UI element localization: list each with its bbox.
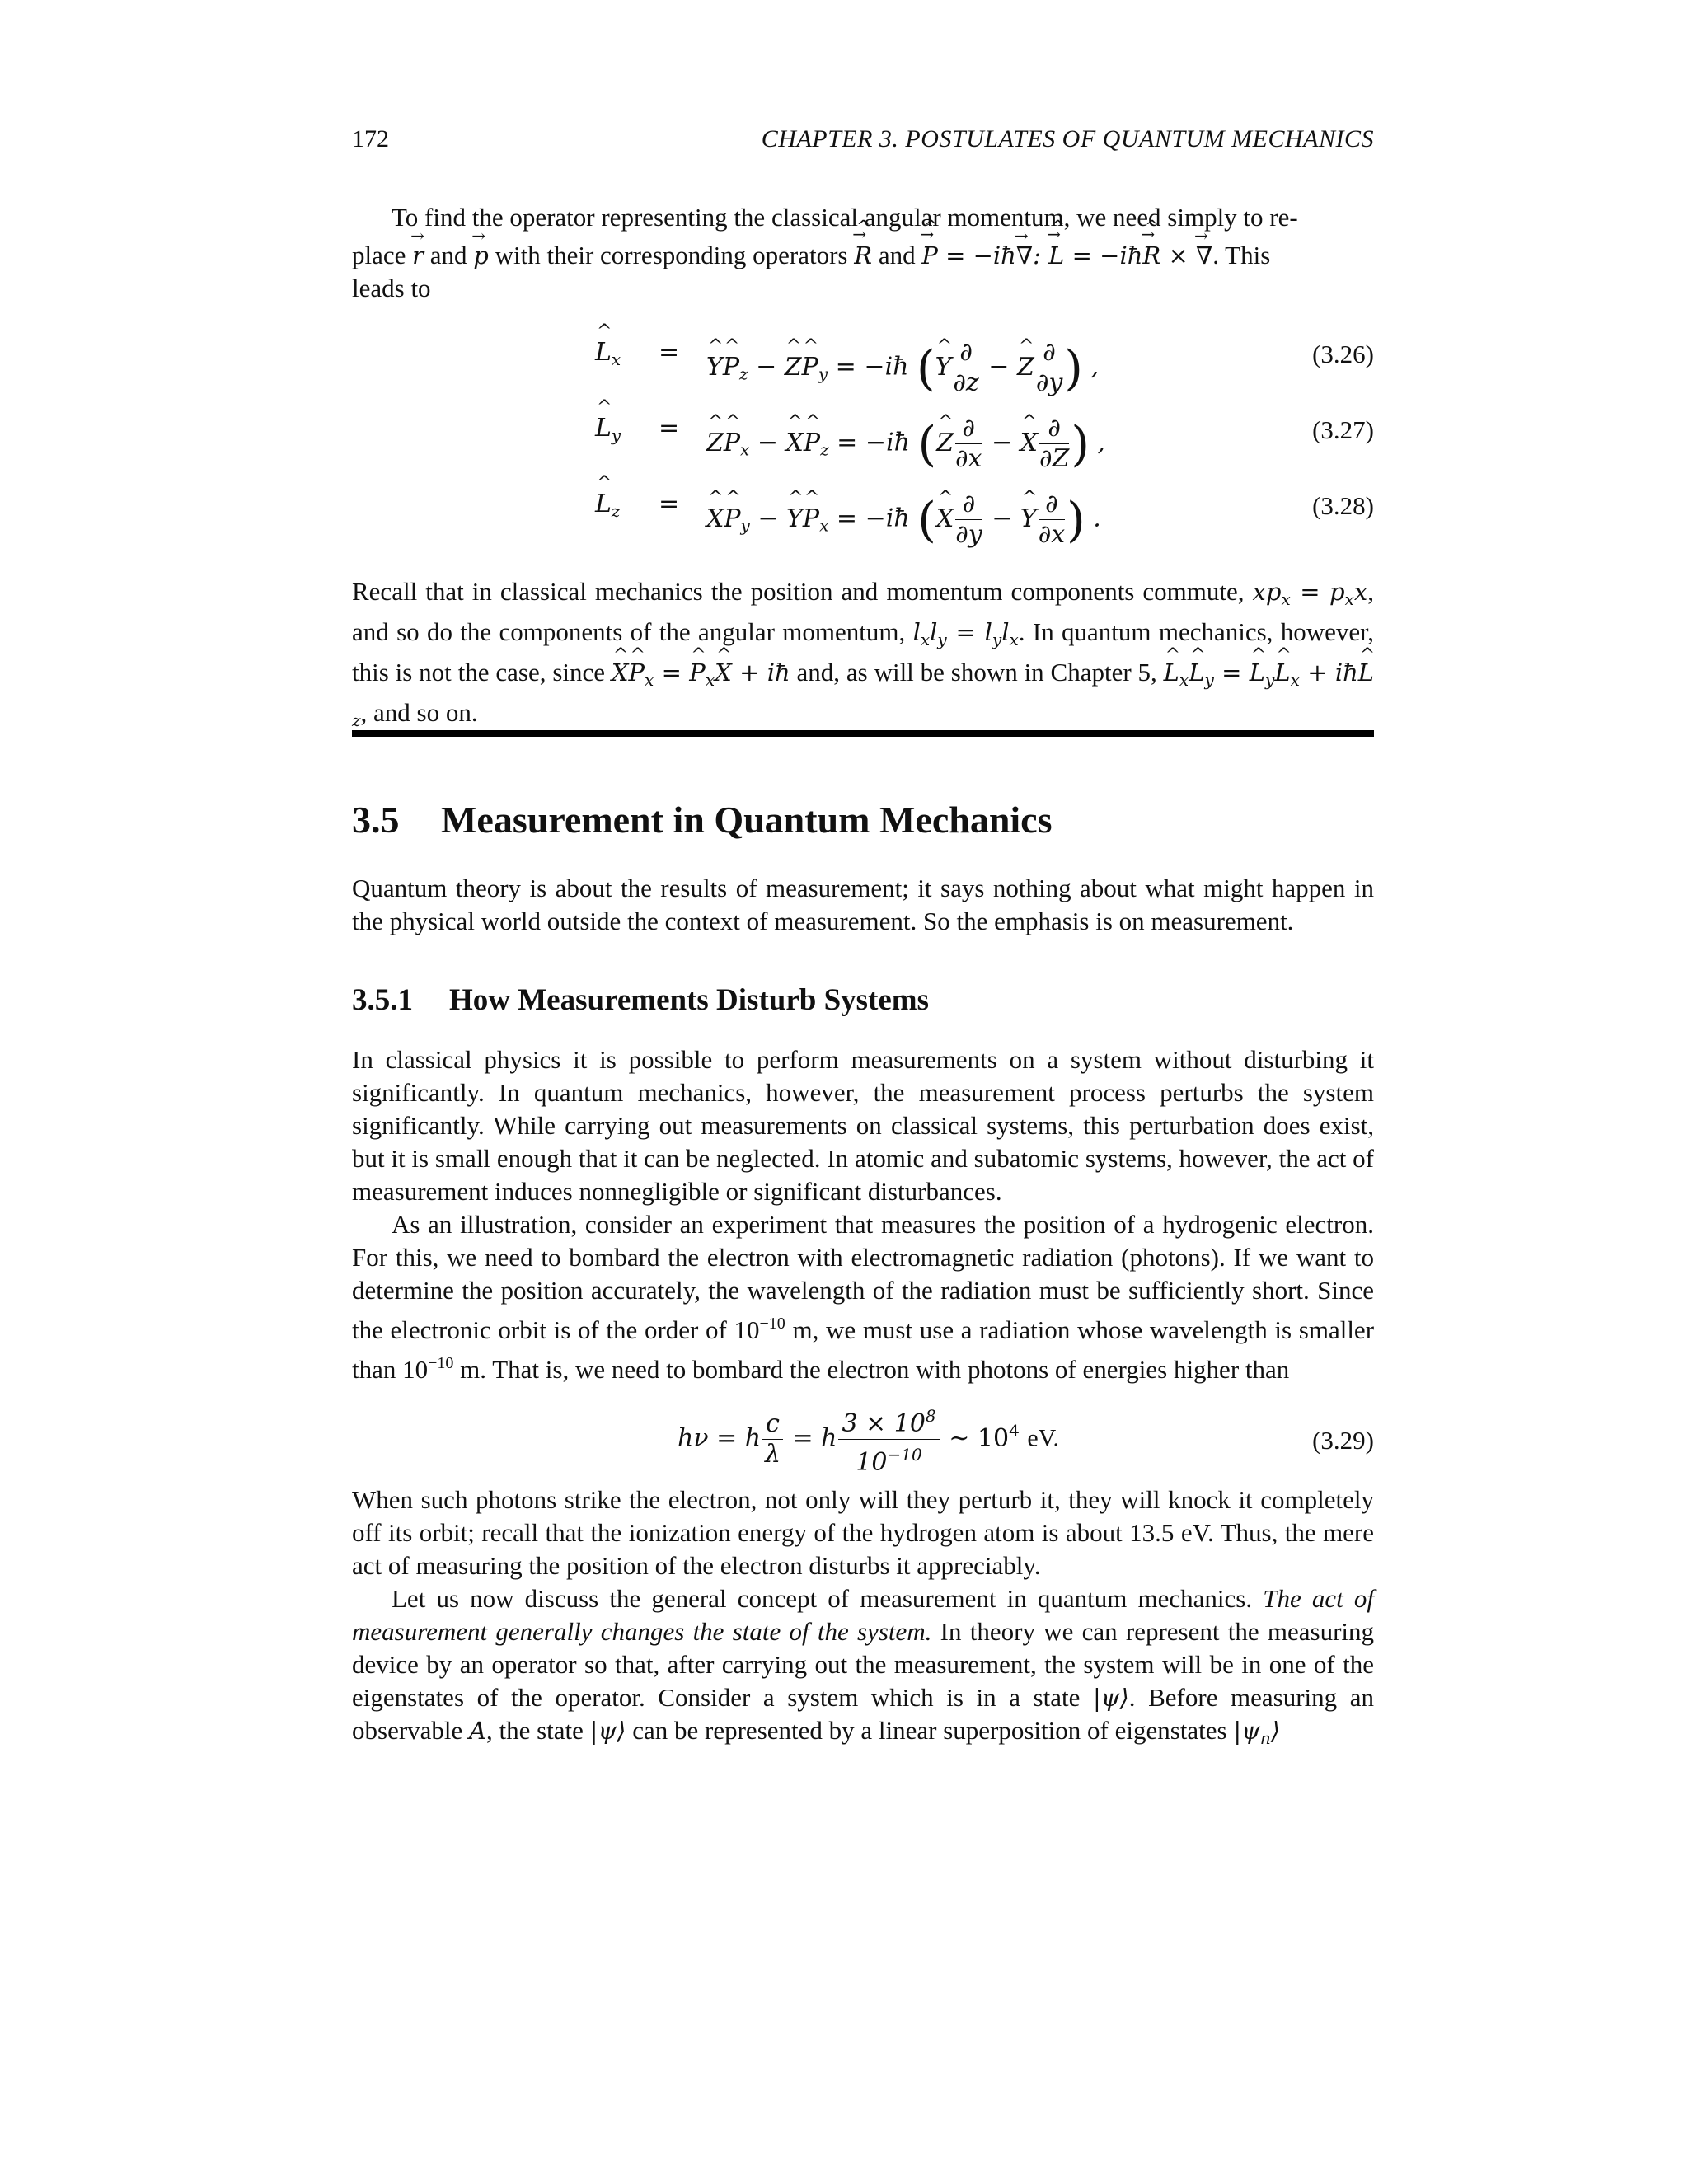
section-divider — [352, 730, 1374, 737]
intro-text-7: leads to — [352, 274, 431, 302]
equation-3-27: L $\^{}_y$ = Z ^P $\^{}_x - X$ ^P $\^{}_z$ = −iħ (Z ^ $\frac{\partial}{\partial x}$ − X ^ $\frac{\partial}{\partial Z}$ ) , (3.27) — [352, 407, 1374, 473]
recall-text-1: Recall that in classical mechanics the position and momentum components commute, — [352, 577, 1245, 606]
section-text: Quantum theory is about the results of measurement; it says nothing about what might happen in the physical world outside the context of measurement. So the emphasis is on measurement. — [352, 874, 1374, 935]
equation-3-29: hν = h $\frac{c}{\lambda}$ = h $\frac{3 \times 10^8}{10^{-10}}$ ∼ $10^4$ eV. (3.29) — [352, 1401, 1374, 1475]
paragraph-4-italic: The act of measurement generally changes the state of the system. — [352, 1584, 1374, 1646]
paragraph-4d: , the state — [485, 1716, 584, 1745]
intro-text-6: . This — [1212, 241, 1271, 269]
subsection-heading — [352, 982, 929, 1018]
intro-text-3: and — [429, 241, 467, 269]
intro-text-5: and — [878, 241, 916, 269]
section-heading — [352, 798, 1053, 841]
paragraph-4c: . Before measuring an observable — [352, 1683, 1375, 1745]
section-paragraph — [352, 872, 1374, 938]
intro-paragraph: To find the operator representing the classical angular momentum, we need simply to re- place r → and p → with their corresponding operators → R ^ and → P ^ = −iħ∇ →: → L ^ = −iħ→ R ^ × ∇ →. This leads to — [352, 201, 1374, 305]
paragraph-2c: m. That is, we need to bombard the electron with photons of energies higher than — [460, 1355, 1290, 1384]
equation-3-28: L $\^{}_z$ = X ^P $\^{}_y - Y$ ^P $\^{}_x$ = −iħ (X ^ $\frac{\partial}{\partial y}$ − Y ^ $\frac{\partial}{\partial x}$ ) . (3.28) — [352, 483, 1374, 549]
intro-text-2: place — [352, 241, 406, 269]
recall-text-5: and, as will be shown in Chapter 5, — [796, 658, 1157, 687]
paragraph-4e: can be represented by a linear superposition of eigenstates — [632, 1716, 1227, 1745]
subsection-title: How Measurements Disturb Systems — [449, 983, 930, 1017]
paragraph-1: In classical physics it is possible to perform measurements on a system without disturbing it significantly. In quantum mechanics, however, the measurement process perturbs the system significantly. While carrying out measurements on classical systems, this perturbation does exist, but it is small enough that it can be neglected. In atomic and subatomic systems, however, the act of measurement induces nonnegligible or significant disturbances. — [352, 1045, 1374, 1206]
section-number: 3.5 — [352, 799, 400, 841]
paragraph-3: When such photons strike the electron, not only will they perturb it, they will knock it completely off its orbit; recall that the ionization energy of the hydrogen atom is about 13.5 eV. Thus, the mere act of measuring the position of the electron disturbs it appreciably. — [352, 1485, 1374, 1580]
paragraph-4b: In theory we can represent the measuring device by an operator so that, after carrying out the measurement, the system will be in one of the eigenstates of the operator. Consider a system which is in a state — [352, 1617, 1375, 1712]
equation-number: (3.28) — [1312, 491, 1374, 520]
subsection-number: 3.5.1 — [352, 983, 413, 1017]
page-number: 172 — [352, 125, 389, 152]
subsection-body: In classical physics it is possible to perform measurements on a system without disturbing it significantly. In quantum mechanics, however, the measurement process perturbs the system significantly. While carrying out measurements on classical systems, this perturbation does exist, but it is small enough that it can be neglected. In atomic and subatomic systems, however, the act of measurement induces nonnegligible or significant disturbances. As an illustration, consider an experiment that measures the position of a hydrogenic electron. For this, we need to bombard the electron with electromagnetic radiation (photons). If we want to determine the position accurately, the wavelength of the radiation must be sufficiently short. Since the electronic orbit is of the order of $10^{-10}$ m, we must use a radiation whose wavelength is smaller than $10^{-10}$ m. That is, we need to bombard the electron with photons of energies higher than — [352, 1045, 1375, 1384]
subsection-body-2: When such photons strike the electron, not only will they perturb it, they will knock it completely off its orbit; recall that the ionization energy of the hydrogen atom is about 13.5 eV. Thus, the mere act of measuring the position of the electron disturbs it appreciably. Let us now discuss the general concept of measurement in quantum mechanics. The act of measurement generally changes the state of the system. In theory we can represent the measuring device by an operator so that, after carrying out the measurement, the system will be in one of the eigenstates of the operator. Consider a system which is in a state |ψ⟩. Before measuring an observable A, the state |ψ⟩ can be represented by a linear superposition of eigenstates $|\psi_n⟩$ — [352, 1485, 1375, 1748]
paragraph-2a: As an illustration, consider an experiment that measures the position of a hydrogenic electron. For this, we need to bombard the electron with electromagnetic radiation (photons). If we want to determine the position accurately, the wavelength of the radiation must be sufficiently short. Since the electronic orbit is of the order of — [352, 1210, 1374, 1344]
recall-text-4: however, this is not the case, since — [352, 617, 1374, 687]
recall-text-2: , and so do the components of the angular momentum, — [352, 577, 1374, 646]
paragraph-2b: m, we must use a radiation whose wavelength is smaller than — [352, 1315, 1375, 1384]
running-head: CHAPTER 3. POSTULATES OF QUANTUM MECHANICS — [761, 125, 1374, 152]
equation-3-26: L $\^{}_x$ = Y ^P $\^{}_z - Z$ ^P $\^{}_y$ = −iħ (Y ^ $\frac{\partial}{\partial z}$ − Z ^ $\frac{\partial}{\partial y}$ ) , (3.26) — [352, 331, 1374, 397]
recall-paragraph: Recall that in classical mechanics the position and momentum components commute, $xp_x = p_xx$, and so do the components of the angular momentum, $l_xl_y = l_yl_x$. In quantum mechanics, however, this is not the case, since X ^P $\^{}_x = P$ $\^{}_xX$ ^ + iħ and, as will be shown in Chapter 5, L $\^{}_xL$ $\^{}_y = L$ $\^{}_yL$ $\^{}_x$ + iħL $\^{}_z$, and so on. — [352, 575, 1374, 737]
intro-text-4: with their corresponding operators — [495, 241, 848, 269]
recall-text-6: , and so on. — [360, 698, 478, 727]
equation-unit: eV. — [1027, 1424, 1059, 1452]
page-header — [352, 125, 1374, 162]
recall-text-3: . In quantum mechanics, — [1018, 617, 1273, 646]
equation-number: (3.29) — [1312, 1426, 1374, 1455]
equation-number: (3.27) — [1312, 415, 1374, 444]
section-title: Measurement in Quantum Mechanics — [441, 799, 1053, 841]
paragraph-4a: Let us now discuss the general concept of measurement in quantum mechanics. — [392, 1584, 1253, 1613]
intro-text-1: To find the operator representing the classical angular momentum, we need simply to re- — [392, 203, 1298, 232]
equation-number: (3.26) — [1312, 340, 1374, 368]
